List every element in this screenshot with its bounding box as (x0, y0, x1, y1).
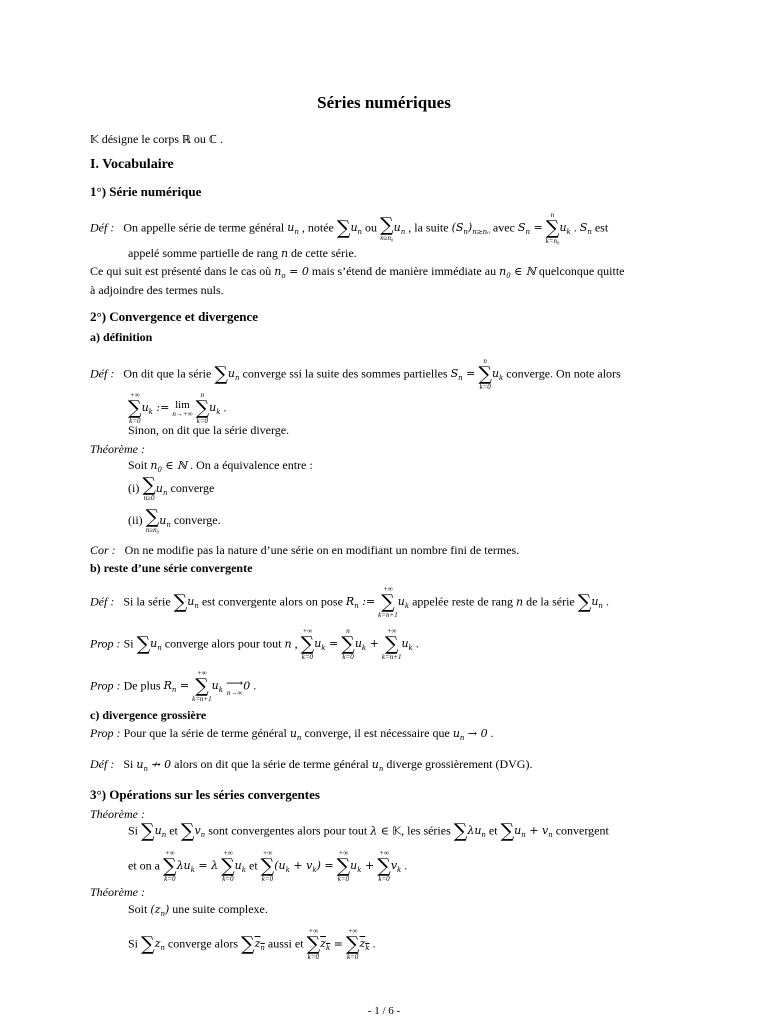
proposition-line: Prop : Si $\sum u_n$ converge alors pour tout n , +∞ ∑ k=0 $u_k$ = n ∑ k=0 $u_k$ + +∞ ∑ k=n+1 $u_k$ . (90, 627, 419, 661)
paragraph-heading: b) reste d’une série convergente (90, 561, 253, 575)
subsection-heading: 1°) Série numérique (90, 184, 202, 199)
theorem-label: Théorème : (90, 807, 145, 821)
theorem-label: Théorème : (90, 885, 145, 899)
list-item: (i) ∑ n≥0 $u_n$ converge (128, 474, 215, 502)
definition-line: Déf : On appelle série de terme général $u_n$ , notée $\sum u_n$ ou ∑ n≥n₀ $u_n$ , la suite $(S_n)_{n\ge n_0}$ avec $S_n$ = n ∑ k=n₀ $u_k$ . $S_n$ est (90, 211, 609, 245)
section-heading: I. Vocabulaire (90, 157, 174, 172)
page-number: - 1 / 6 - (367, 1005, 401, 1017)
theorem-text: Si $\sum u_n$ et $\sum v_n$ sont convergentes alors pour tout λ ∈ 𝕂, les séries $\sum\lambda u_n$ et $\sum u_n + v_n$ convergent (128, 820, 609, 842)
document-page: Séries numériques 𝕂 désigne le corps ℝ ou ℂ . I. Vocabulaire 1°) Série numérique Déf : On appelle série de terme général $u_n$ , notée $\sum u_n$ ou ∑ n≥n₀ $u_n$ , la suite $(S_n)_{n\ge n_0}$ avec $S_n$ = n ∑ k=n₀ $u_k$ . $S_n$ est appelé somme partielle de rang n de cette série. Ce qui suit est présenté dans le cas où $n_o = 0$ mais s’étend de manière immédiate au $n_0$ ∈ ℕ quelconque quitte à adjoindre des termes nuls. 2°) Convergence et divergence a) définition Déf : On dit que la série $\sum u_n$ converge ssi la suite des sommes partielles $S_n$ = n ∑ k=0 $u_k$ converge. On note alors +∞ ∑ k=0 $u_k$ := lim n→+∞ n ∑ k=0 $u_k$ . Sinon, on dit que la série diverge. Théorème : Soit $n_0$ ∈ ℕ . On a équivalence entre : (i) ∑ n≥0 $u_n$ converge (ii) ∑ n≥n₀ $u_n$ converge. Cor : On ne modifie pas la nature d’une série on en modifiant un nombre fini de termes. b) reste d’une série convergente Déf : Si la série $\sum u_n$ est convergente alors on pose $R_n$ := +∞ ∑ k=n+1 $u_k$ appelée reste de rang n de la série $\sum u_n$ . Prop : Si $\sum u_n$ converge alors pour tout n , +∞ ∑ k=0 $u_k$ = n ∑ k=0 $u_k$ + +∞ ∑ k=n+1 $u_k$ . Prop : De plus $R_n$ = +∞ ∑ k=n+1 $u_k$ ⟶ n→∞ 0 . c) divergence grossière Prop : Pour que la série de terme général $u_n$ converge, il est nécessaire que $u_n \to 0$ . Déf : Si $u_n$ ↛ 0 alors on dit que la série de terme général $u_n$ diverge grossièrement (DVG). 3°) Opérations sur les séries convergentes Théorème : Si $\sum u_n$ et $\sum v_n$ sont convergentes alors pour tout λ ∈ 𝕂, les séries $\sum\lambda u_n$ et $\sum u_n + v_n$ convergent et on a +∞ ∑ k=0 $\lambda u_k = \lambda$ +∞ ∑ k=0 $u_k$ et +∞ ∑ k=0 $(u_k + v_k)$ = +∞ ∑ k=0 $u_k$ + +∞ ∑ k=0 $v_k$ . Théorème : Soit $(z_n)$ une suite complexe. Si $\sum z_n$ converge alors $\sum z_n$ aussi et +∞ ∑ k=0 $z_k$ = +∞ ∑ k=0 $z_k$ . - 1 / 6 - (0, 0, 768, 1024)
limit-formula: +∞ ∑ k=0 $u_k$ := lim n→+∞ n ∑ k=0 $u_k$ . (128, 391, 227, 425)
intro-line: 𝕂 désigne le corps ℝ ou ℂ . (90, 132, 223, 146)
theorem-label: Théorème : (90, 442, 145, 456)
list-item: (ii) ∑ n≥n₀ $u_n$ converge. (128, 506, 221, 534)
definition-line: Déf : On dit que la série $\sum u_n$ converge ssi la suite des sommes partielles $S_n$ = n ∑ k=0 $u_k$ converge. On note alors (90, 357, 621, 391)
note-text: Ce qui suit est présenté dans le cas où $n_o = 0$ mais s’étend de manière immédiate au $n_0$ ∈ ℕ quelconque quitte (90, 264, 625, 281)
proposition-line: Prop : De plus $R_n$ = +∞ ∑ k=n+1 $u_k$ ⟶ n→∞ 0 . (90, 669, 257, 703)
proposition-line: Prop : Pour que la série de terme général $u_n$ converge, il est nécessaire que $u_n \to 0$ . (90, 726, 494, 743)
k-symbol: 𝕂 (90, 133, 99, 146)
r-symbol: ℝ (182, 133, 191, 146)
corollary: Cor : On ne modifie pas la nature d’une série on en modifiant un nombre fini de termes. (90, 543, 520, 557)
definition-line: Déf : Si la série $\sum u_n$ est convergente alors on pose $R_n$ := +∞ ∑ k=n+1 $u_k$ appelée reste de rang n de la série $\sum u_n$ . (90, 585, 609, 619)
paragraph-heading: a) définition (90, 330, 153, 344)
c-symbol: ℂ (208, 133, 217, 146)
page-title: Séries numériques (317, 93, 451, 112)
subsection-heading: 3°) Opérations sur les séries convergentes (90, 787, 320, 802)
theorem-formula: et on a +∞ ∑ k=0 $\lambda u_k = \lambda$ +∞ ∑ k=0 $u_k$ et +∞ ∑ k=0 $(u_k + v_k)$ = +∞ ∑ k=0 $u_k$ + +∞ ∑ k=0 $v_k$ . (128, 849, 408, 883)
paragraph-heading: c) divergence grossière (90, 708, 207, 722)
definition-line: Déf : Si $u_n$ ↛ 0 alors on dit que la série de terme général $u_n$ diverge grossièrement (DVG). (90, 757, 533, 774)
theorem-formula: Si $\sum z_n$ converge alors $\sum z_n$ aussi et +∞ ∑ k=0 $z_k$ = +∞ ∑ k=0 $z_k$ . (128, 927, 376, 961)
subsection-heading: 2°) Convergence et divergence (90, 309, 258, 324)
